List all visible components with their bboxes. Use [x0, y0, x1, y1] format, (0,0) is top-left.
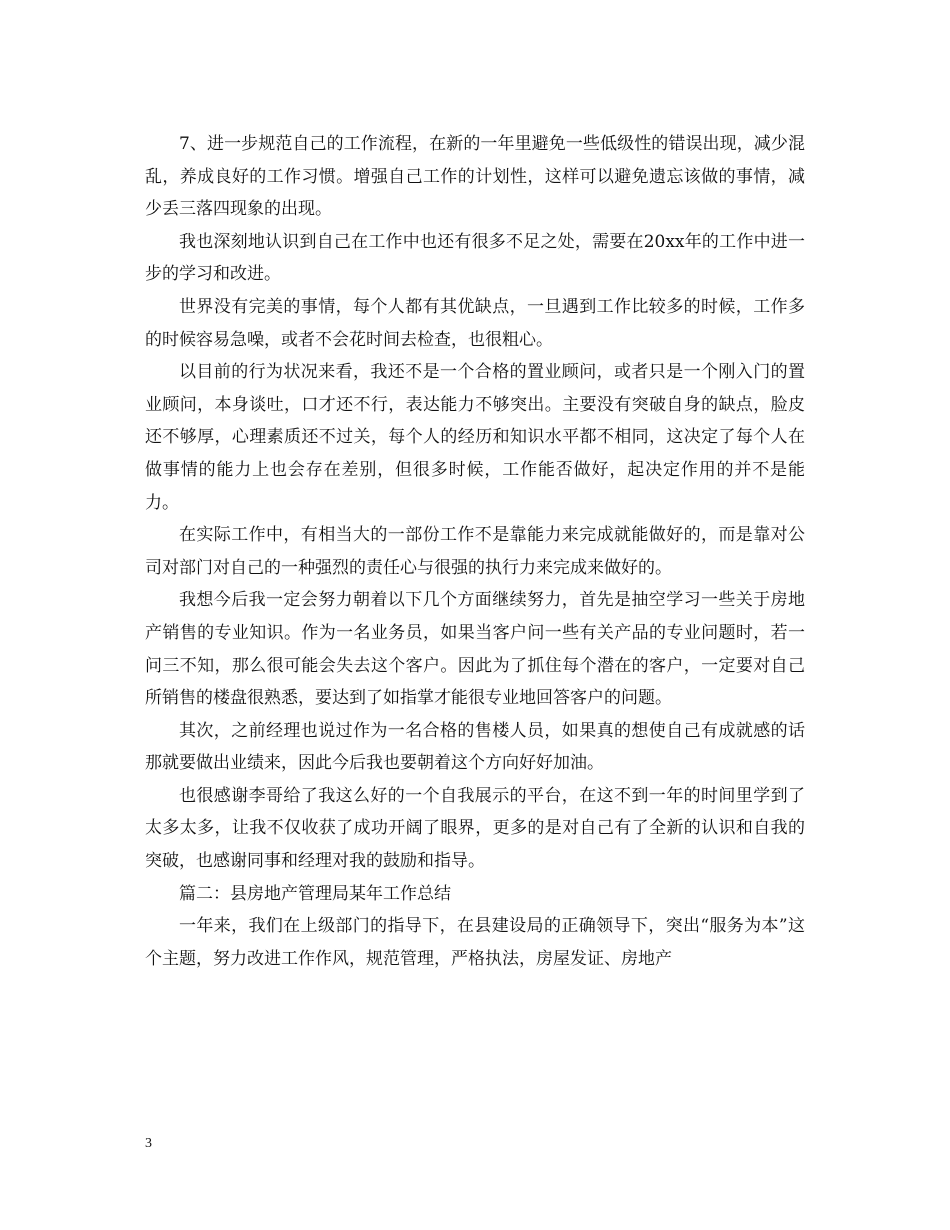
paragraph: 在实际工作中，有相当大的一部份工作不是靠能力来完成就能做好的，而是靠对公司对部门对自己的一种强烈的责任心与很强的执行力来完成来做好的。 — [145, 525, 805, 578]
paragraph: 其次，之前经理也说过作为一名合格的售楼人员，如果真的想使自己有成就感的话那就要做出业绩来，因此今后我也要朝着这个方向好好加油。 — [145, 720, 805, 774]
section-heading: 篇二：县房地产管理局某年工作总结 — [179, 883, 451, 904]
paragraph: 一年来，我们在上级部门的指导下，在县建设局的正确领导下，突出“服务为本”这个主题，努力改进工作作风，规范管理，严格执法，房屋发证、房地产 — [145, 916, 805, 969]
paragraph: 我也深刻地认识到自己在工作中也还有很多不足之处，需要在20xx年的工作中进一步的学习和改进。 — [145, 231, 805, 285]
paragraph: 世界没有完美的事情，每个人都有其优缺点，一旦遇到工作比较多的时候，工作多的时候容易急噪，或者不会花时间去检查，也很粗心。 — [145, 296, 805, 350]
page-number: 3 — [145, 1136, 152, 1151]
paragraph: 以目前的行为状况来看，我还不是一个合格的置业顾问，或者只是一个刚入门的置业顾问，本身谈吐，口才还不行，表达能力不够突出。主要没有突破自身的缺点，脸皮还不够厚，心理素质还不过关，每个人的经历和知识水平都不相同，这决定了每个人在做事情的能力上也会存在差别，但很多时候，工作能否做好，起决定作用的并不是能力。 — [145, 362, 805, 513]
paragraph: 也很感谢李哥给了我这么好的一个自我展示的平台，在这不到一年的时间里学到了太多太多，让我不仅收获了成功开阔了眼界，更多的是对自己有了全新的认识和自我的突破，也感谢同事和经理对我的鼓励和指导。 — [145, 785, 805, 872]
document-body — [145, 128, 805, 975]
paragraph: 7、进一步规范自己的工作流程，在新的一年里避免一些低级性的错误出现，减少混乱，养成良好的工作习惯。增强自己工作的计划性，这样可以避免遗忘该做的事情，减少丢三落四现象的出现。 — [145, 134, 805, 220]
paragraph: 我想今后我一定会努力朝着以下几个方面继续努力，首先是抽空学习一些关于房地产销售的专业知识。作为一名业务员，如果当客户问一些有关产品的专业问题时，若一问三不知，那么很可能会失去这个客户。因此为了抓住每个潜在的客户，一定要对自己所销售的楼盘很熟悉，要达到了如指掌才能很专业地回答客户的问题。 — [145, 590, 805, 709]
